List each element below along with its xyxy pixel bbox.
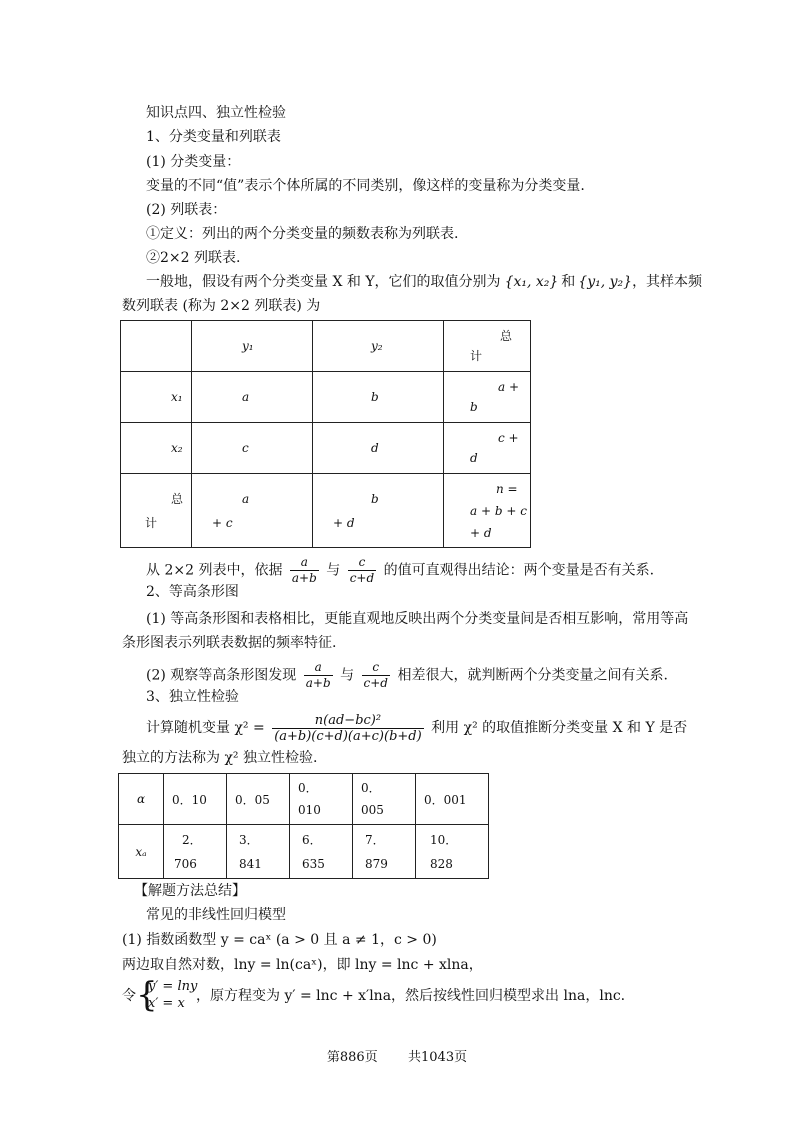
cell-d: d	[313, 423, 444, 474]
x-value: 7． 879	[353, 825, 416, 879]
contingency-table	[120, 320, 531, 548]
summary-subheading: 常见的非线性回归模型	[146, 907, 286, 923]
fraction-a-over-a-plus-b: $\frac{a}{a+b}$	[291, 555, 317, 585]
table-row	[121, 372, 531, 423]
alpha-value: 0． 005	[353, 774, 416, 825]
cell-n-total: n = a + b + c + d	[444, 474, 531, 548]
table-row	[121, 423, 531, 474]
label-contingency: (2) 列联表：	[146, 202, 227, 218]
fraction-c-over-c-plus-d: $\frac{c}{c+d}$	[363, 660, 388, 690]
row-label-x1: x₁	[121, 372, 192, 423]
cell-b-plus-d: b + d	[313, 474, 444, 548]
alpha-value: 0．05	[227, 774, 290, 825]
cell-c: c	[192, 423, 313, 474]
brace-icon: {	[136, 975, 158, 1015]
fraction-c-over-c-plus-d: $\frac{c}{c+d}$	[349, 555, 375, 585]
cell-a-plus-b: a + b	[444, 372, 531, 423]
text-bar-chart-1a: (1) 等高条形图和表格相比，更能直观地反映出两个分类变量间是否相互影响，常用等高	[146, 611, 689, 627]
heading-1: 1、分类变量和列联表	[146, 129, 281, 145]
header-y1: y₁	[192, 321, 313, 372]
chi-square-formula: $\frac{\text{n(ad−bc)²}}{(a+b)(c+d)(a+c)(b+d)}$	[274, 712, 422, 744]
text-definition: ①定义：列出的两个分类变量的频数表称为列联表.	[146, 226, 459, 242]
table-row	[119, 774, 489, 825]
section-title: 知识点四、独立性检验	[146, 105, 286, 121]
summary-heading: 【解题方法总结】	[134, 883, 246, 899]
alpha-value: 0．001	[416, 774, 489, 825]
table-row	[119, 825, 489, 879]
alpha-value: 0．10	[164, 774, 227, 825]
cell-a-plus-c: a + c	[192, 474, 313, 548]
page-number: 第886页	[326, 1050, 378, 1065]
cell-c-plus-d: c + d	[444, 423, 531, 474]
header-y2: y₂	[313, 321, 444, 372]
label-categorical: (1) 分类变量：	[146, 154, 241, 170]
table-row	[121, 474, 531, 548]
x-value: 10． 828	[416, 825, 489, 879]
x-value: 3． 841	[227, 825, 290, 879]
summary-item1: (1) 指数函数型 y = caˣ (a > 0 且 a ≠ 1，c > 0)	[122, 932, 437, 948]
header-total: 总 计	[444, 321, 531, 372]
text-general-line1: 一般地，假设有两个分类变量 X 和 Y，它们的取值分别为 {x₁, x₂} 和 {y₁, y₂}，其样本频	[146, 274, 703, 290]
heading-2: 2、等高条形图	[146, 584, 239, 600]
text-after-table: 从 2×2 列表中，依据 $\frac{a}{a+b}$ 与 $\frac{c}{c+d}$ 的值可直观得出结论：两个变量是否有关系.	[146, 555, 655, 585]
text-bar-chart-2: (2) 观察等高条形图发现 $\frac{a}{a+b}$ 与 $\frac{c}{c+d}$ 相差很大，就判断两个分类变量之间有关系.	[146, 660, 668, 690]
critical-value-table	[118, 773, 489, 879]
alpha-value: 0． 010	[290, 774, 353, 825]
text-categorical-def: 变量的不同“值”表示个体所属的不同类别，像这样的变量称为分类变量.	[146, 178, 585, 194]
table-row	[121, 321, 531, 372]
summary-item2: 两边取自然对数，lny = ln(caˣ)，即 lny = lnc + xlna，	[122, 957, 483, 973]
cell-a: a	[192, 372, 313, 423]
x-alpha-label: xₐ	[119, 825, 164, 879]
page-footer	[0, 1046, 794, 1065]
heading-3: 3、独立性检验	[146, 689, 239, 705]
row-label-total: 总 计	[121, 474, 192, 548]
text-2x2: ②2×2 列联表.	[146, 250, 241, 266]
text-general-line2: 数列联表 (称为 2×2 列联表) 为	[122, 298, 321, 314]
text-chi-square: 计算随机变量 χ² = $\frac{\text{n(ad−bc)²}}{(a+b)(c+d)(a+c)(b+d)}$ 利用 χ² 的取值推断分类变量 X 和 Y 是否	[146, 712, 688, 744]
text-bar-chart-1b: 条形图表示列联表数据的频率特征.	[122, 635, 337, 651]
x-value: 2． 706	[164, 825, 227, 879]
cell-b: b	[313, 372, 444, 423]
fraction-a-over-a-plus-b: $\frac{a}{a+b}$	[305, 660, 331, 690]
page-total: 共1043页	[408, 1050, 468, 1065]
x-value: 6． 635	[290, 825, 353, 879]
row-label-x2: x₂	[121, 423, 192, 474]
text-chi-square-2: 独立的方法称为 χ² 独立性检验.	[122, 750, 318, 766]
alpha-label: α	[119, 774, 164, 825]
